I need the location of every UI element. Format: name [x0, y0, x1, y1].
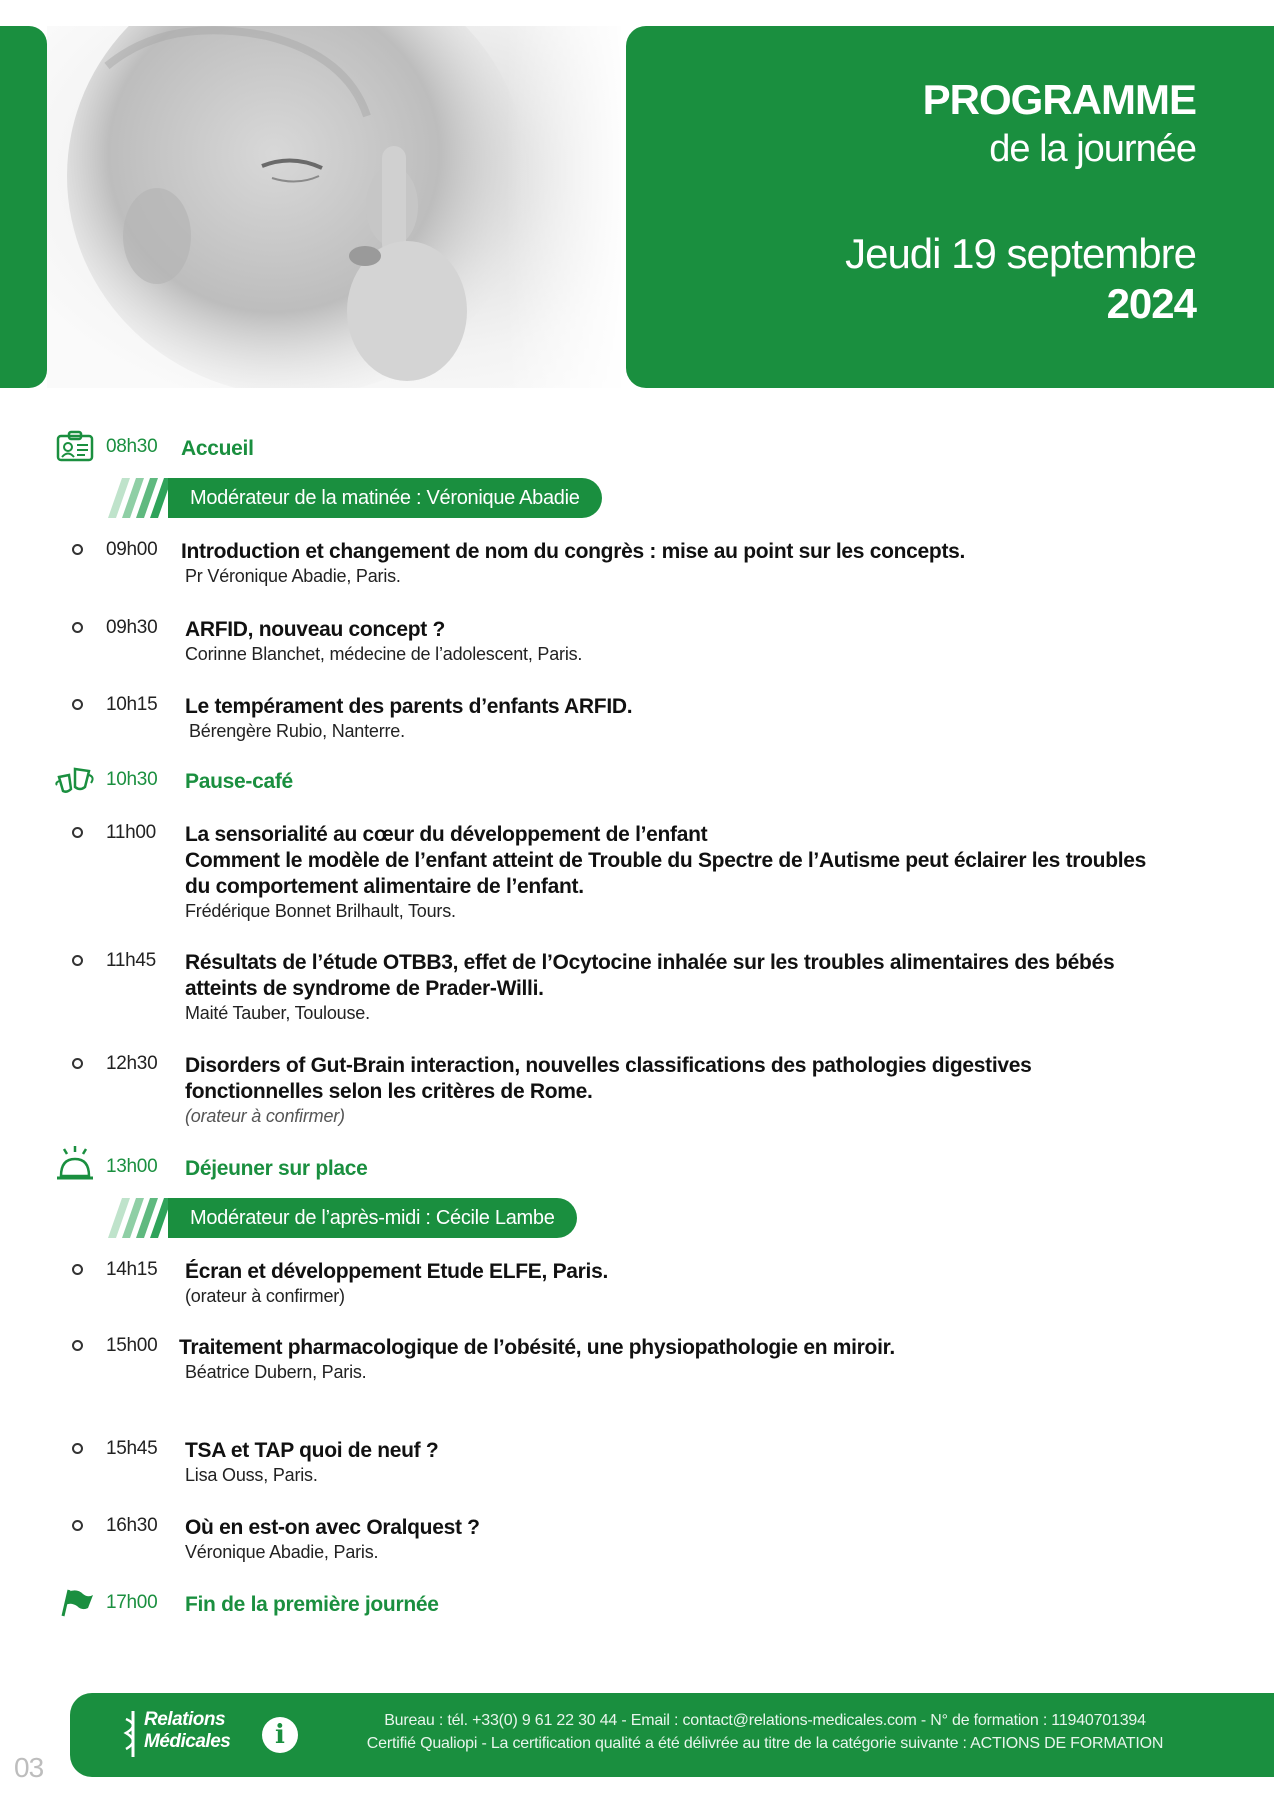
item-speaker: Frédérique Bonnet Brilhault, Tours. [185, 901, 456, 921]
logo-text-1: Relations [144, 1709, 226, 1730]
left-green-tab [0, 26, 47, 388]
moderator-label: Modérateur de la matinée : Véronique Abadie [168, 478, 602, 518]
footer-bar [70, 1693, 1274, 1777]
item-speaker: Maité Tauber, Toulouse. [185, 1003, 370, 1023]
item-title-line: du comportement alimentaire de l’enfant. [185, 875, 584, 898]
page-number: 03 [14, 1752, 44, 1783]
item-time: 09h30 [106, 617, 158, 638]
item-speaker: Béatrice Dubern, Paris. [185, 1362, 367, 1382]
caduceus-icon [122, 1709, 144, 1759]
item-title: Pause-café [185, 770, 293, 793]
item-title: Le tempérament des parents d’enfants ARFID. [185, 695, 633, 718]
item-title-line: fonctionnelles selon les critères de Rome. [185, 1080, 593, 1103]
item-title: TSA et TAP quoi de neuf ? [185, 1439, 439, 1462]
item-title-line: Disorders of Gut-Brain interaction, nouvelles classifications des pathologies digestives [185, 1054, 1032, 1077]
bullet-icon [72, 1340, 83, 1351]
item-title: Traitement pharmacologique de l’obésité, une physiopathologie en miroir. [179, 1336, 895, 1359]
item-title: Introduction et changement de nom du congrès : mise au point sur les concepts. [181, 540, 966, 563]
item-speaker: (orateur à confirmer) [185, 1106, 345, 1126]
bullet-icon [72, 827, 83, 838]
cloche-icon [55, 1144, 95, 1184]
header-box [626, 26, 1274, 388]
bullet-icon [72, 1058, 83, 1069]
bullet-icon [72, 544, 83, 555]
item-time: 13h00 [106, 1156, 158, 1177]
item-title: Où en est-on avec Oralquest ? [185, 1516, 480, 1539]
header-photo [47, 26, 621, 388]
item-title: Fin de la première journée [185, 1593, 439, 1616]
coffee-cups-icon [55, 763, 95, 795]
item-title-line: atteints de syndrome de Prader-Willi. [185, 977, 544, 1000]
bullet-icon [72, 1520, 83, 1531]
page-title: PROGRAMME [922, 76, 1196, 123]
bullet-icon [72, 955, 83, 966]
item-time: 08h30 [106, 436, 158, 457]
item-time: 11h00 [106, 822, 156, 843]
item-time: 10h15 [106, 694, 158, 715]
badge-icon [55, 430, 95, 462]
item-title: Accueil [181, 437, 254, 460]
item-title-line: La sensorialité au cœur du développement de l’enfant [185, 823, 708, 846]
footer-contact-line: Bureau : tél. +33(0) 9 61 22 30 44 - Email : contact@relations-medicales.com - N° de formation : 11940701394 [384, 1712, 1146, 1729]
item-speaker: Lisa Ouss, Paris. [185, 1465, 318, 1485]
event-date: Jeudi 19 septembre [845, 230, 1196, 277]
item-time: 17h00 [106, 1592, 158, 1613]
item-speaker: Bérengère Rubio, Nanterre. [189, 721, 405, 741]
item-speaker: Véronique Abadie, Paris. [185, 1542, 379, 1562]
item-title: Déjeuner sur place [185, 1157, 368, 1180]
footer-certification-line: Certifié Qualiopi - La certification qualité a été délivrée au titre de la catégorie suivante : ACTIONS DE FORMATION [366, 1735, 1164, 1752]
item-time: 10h30 [106, 769, 158, 790]
item-speaker: (orateur à confirmer) [185, 1286, 345, 1306]
item-time: 15h00 [106, 1335, 158, 1356]
item-time: 14h15 [106, 1259, 158, 1280]
item-time: 11h45 [106, 950, 156, 971]
bullet-icon [72, 622, 83, 633]
item-speaker: Pr Véronique Abadie, Paris. [185, 566, 401, 586]
page-subtitle: de la journée [989, 128, 1196, 170]
logo-text-2: Médicales [144, 1731, 231, 1752]
relations-medicales-logo [122, 1707, 272, 1763]
child-photo-illustration [47, 26, 621, 388]
item-time: 15h45 [106, 1438, 158, 1459]
item-time: 16h30 [106, 1515, 158, 1536]
item-time: 12h30 [106, 1053, 158, 1074]
info-icon: i [262, 1717, 298, 1753]
event-year: 2024 [1106, 280, 1196, 327]
bullet-icon [72, 1443, 83, 1454]
bullet-icon [72, 1264, 83, 1275]
item-title-line: Résultats de l’étude OTBB3, effet de l’Ocytocine inhalée sur les troubles alimentaires des bébés [185, 951, 1115, 974]
bullet-icon [72, 699, 83, 710]
moderator-label: Modérateur de l’après-midi : Cécile Lambe [168, 1198, 577, 1238]
item-title-line: Comment le modèle de l’enfant atteint de Trouble du Spectre de l’Autisme peut éclairer les troubles [185, 849, 1147, 872]
item-speaker: Corinne Blanchet, médecine de l’adolescent, Paris. [185, 644, 583, 664]
item-title: ARFID, nouveau concept ? [185, 618, 445, 641]
item-time: 09h00 [106, 539, 158, 560]
item-title: Écran et développement Etude ELFE, Paris. [185, 1260, 608, 1283]
flag-icon [55, 1586, 95, 1618]
